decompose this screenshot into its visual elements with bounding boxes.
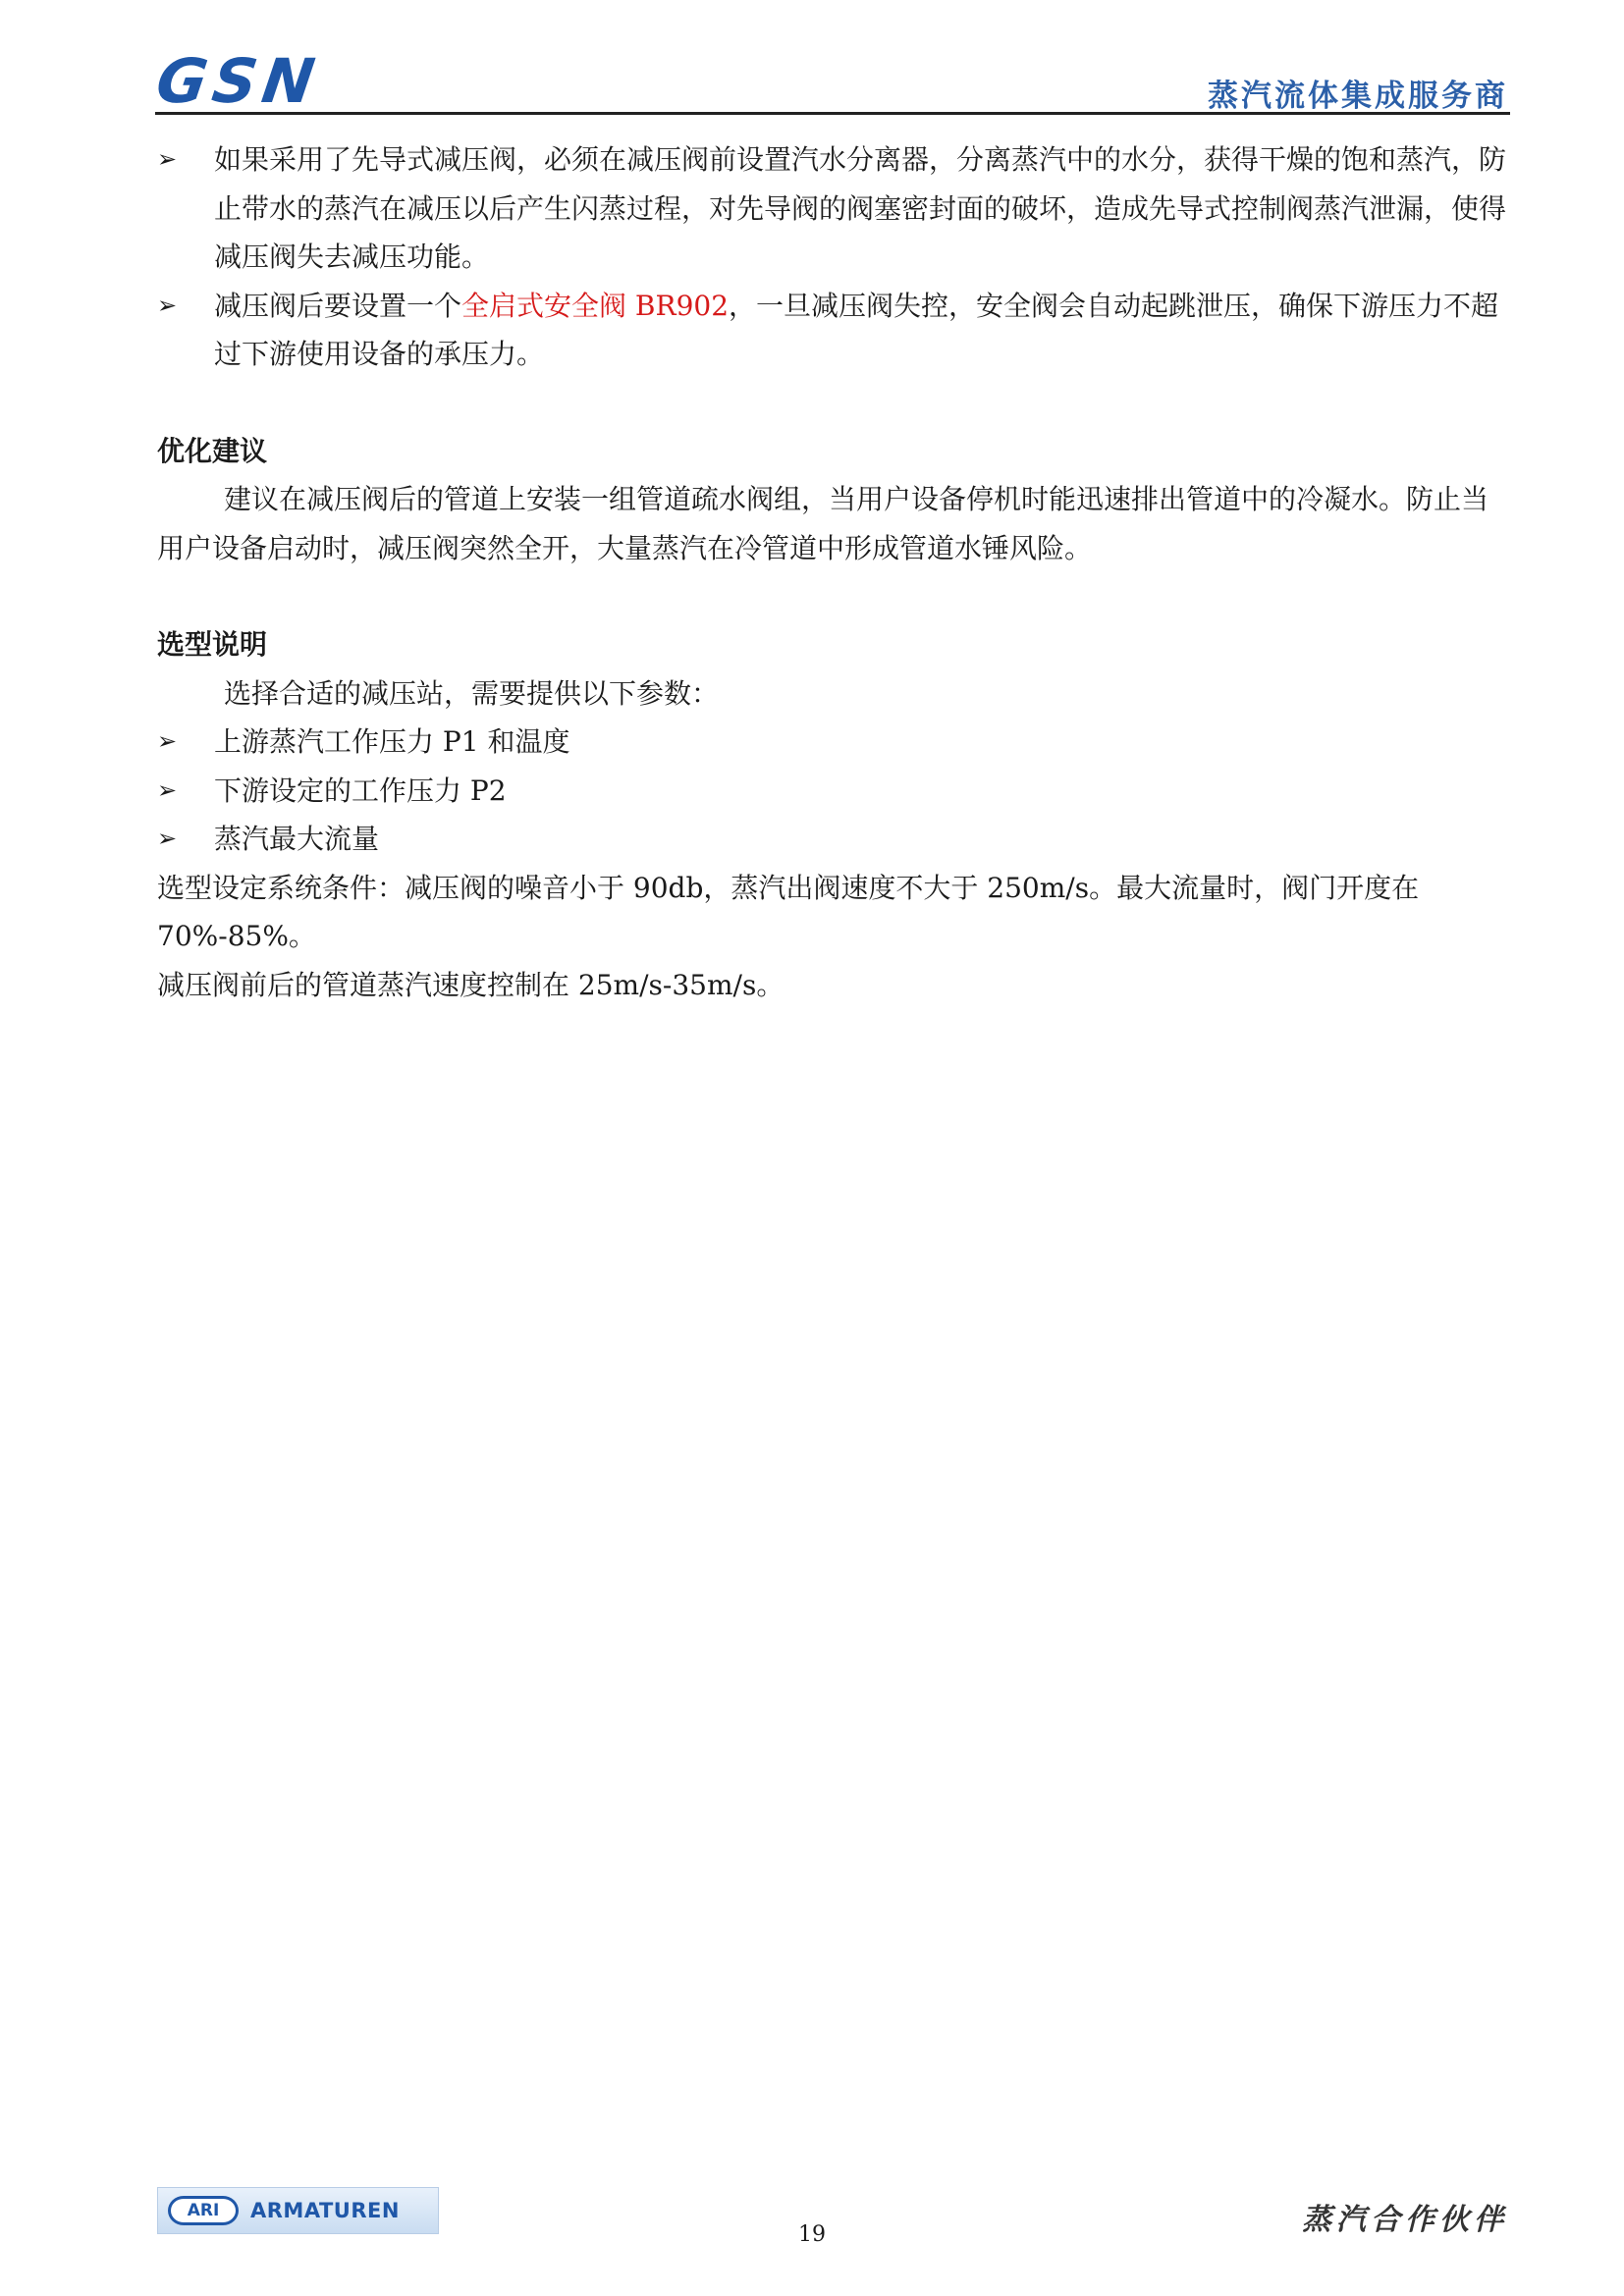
bullet-arrow-icon: ➢ <box>157 825 178 852</box>
section-heading-optimization: 优化建议 <box>157 434 268 467</box>
selection-velocity: 减压阀前后的管道蒸汽速度控制在 25m/s-35m/s。 <box>157 968 785 1001</box>
bullet-text-after: ，一旦减压阀失控，安全阀会自动起跳泄压，确保下游压力不超过下游使用设备的承压力。 <box>214 289 1499 370</box>
ari-badge: ARI <box>168 2196 239 2225</box>
bullet-text: 如果采用了先导式减压阀，必须在减压阀前设置汽水分离器，分离蒸汽中的水分，获得干燥的饱和蒸汽，防止带水的蒸汽在减压以后产生闪蒸过程，对先导阀的阀塞密封面的破坏，造成先导式控制阀蒸汽泄漏，使得减压阀失去减压功能。 <box>214 143 1507 273</box>
bullet-item <box>157 282 1512 379</box>
page-number: 19 <box>798 2222 826 2247</box>
bullet-arrow-icon: ➢ <box>157 145 178 173</box>
section-heading-selection: 选型说明 <box>157 628 268 661</box>
header-tagline: 蒸汽流体集成服务商 <box>1208 79 1508 114</box>
bullet-text-before: 减压阀后要设置一个 <box>214 289 462 322</box>
parameter-text: 下游设定的工作压力 P2 <box>214 774 507 807</box>
bullet-arrow-icon: ➢ <box>157 291 178 319</box>
header-logo: GSN <box>151 45 325 117</box>
parameter-item <box>157 718 1512 767</box>
selection-conditions: 选型设定系统条件：减压阀的噪音小于 90db，蒸汽出阀速度不大于 250m/s。最大流量时，阀门开度在 70%-85%。 <box>157 871 1420 952</box>
document-body <box>157 135 1512 1009</box>
optimization-paragraph: 建议在减压阀后的管道上安装一组管道疏水阀组，当用户设备停机时能迅速排出管道中的冷凝水。防止当用户设备启动时，减压阀突然全开，大量蒸汽在冷管道中形成管道水锤风险。 <box>157 483 1489 564</box>
bullet-item <box>157 135 1512 282</box>
safety-valve-link-text: 全启式安全阀 BR902 <box>461 289 730 322</box>
footer-slogan: 蒸汽合作伙伴 <box>1302 2203 1508 2237</box>
bullet-arrow-icon: ➢ <box>157 775 178 804</box>
parameter-text: 蒸汽最大流量 <box>214 823 380 855</box>
header-rule <box>155 112 1510 115</box>
armaturen-text: ARMATUREN <box>250 2199 400 2222</box>
parameter-text: 上游蒸汽工作压力 P1 和温度 <box>214 725 570 758</box>
parameter-item <box>157 815 1512 864</box>
selection-intro: 选择合适的减压站，需要提供以下参数： <box>224 676 720 710</box>
parameter-item <box>157 767 1512 816</box>
bullet-arrow-icon: ➢ <box>157 727 178 755</box>
